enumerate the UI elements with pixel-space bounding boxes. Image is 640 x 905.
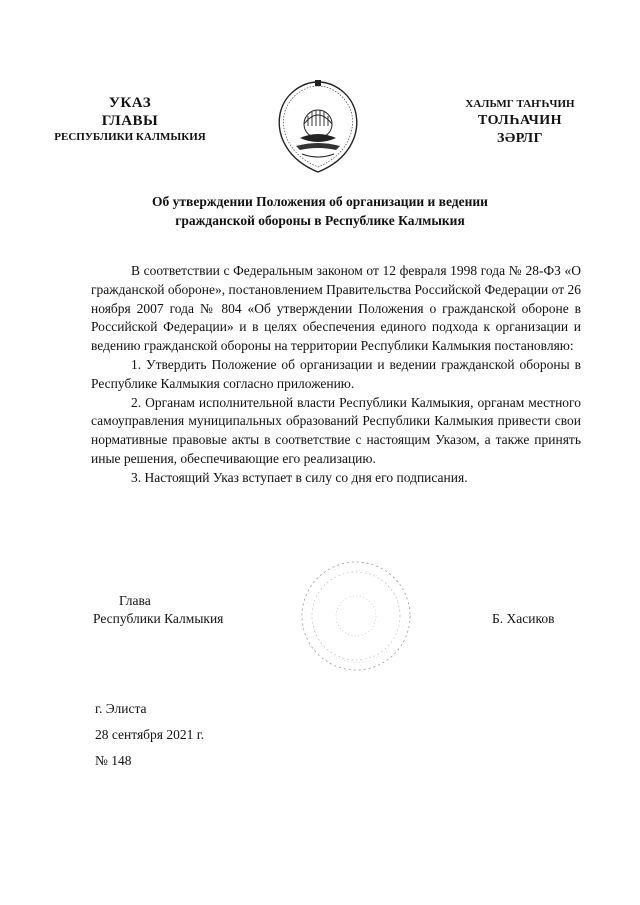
signatory-position-line1: Глава bbox=[119, 593, 151, 608]
header-right-line1: ХАЛЬМГ ТАҤҺЧИН bbox=[465, 98, 575, 110]
header-right-line2: ТОЛҺАЧИН bbox=[477, 113, 563, 128]
body-paragraph-item-1: 1. Утвердить Положение об организации и ведении гражданской обороны в Республике Калмыкия согласно приложению. bbox=[91, 356, 581, 391]
header-right-line3: ЗӘРЛГ bbox=[496, 131, 544, 146]
header-left-block bbox=[30, 94, 230, 145]
header-left-line1: УКАЗ bbox=[108, 95, 152, 111]
title-line2: гражданской обороны в Республике Калмыкия bbox=[175, 213, 465, 228]
signatory-position-line2: Республики Калмыкия bbox=[93, 611, 224, 626]
footer-city: г. Элиста bbox=[95, 701, 147, 716]
official-seal-stamp-icon bbox=[296, 556, 416, 676]
body-paragraph-preamble: В соответствии с Федеральным законом от 12 февраля 1998 года № 28-ФЗ «О гражданской обороне», постановлением Правительства Российской Федерации от 26 ноября 2007 года № 804 «Об утверждении Положения о гражданской обороне в Российской Федерации» и в целях обеспечения единого подхода к организации и ведению гражданской обороны на территории Республики Калмыкия постановляю: bbox=[91, 263, 581, 354]
kalmykia-coat-of-arms-icon bbox=[274, 76, 362, 176]
footer-number: № 148 bbox=[95, 753, 132, 768]
footer-date: 28 сентября 2021 г. bbox=[95, 727, 205, 742]
body-paragraph-item-2: 2. Органам исполнительной власти Республики Калмыкия, органам местного самоуправления муниципальных образований Республики Калмыкия привести свои нормативные правовые акты в соответствие с настоящим Указом, а также принять иные решения, обеспечивающие его реализацию. bbox=[91, 394, 581, 466]
header-right-block bbox=[420, 96, 620, 148]
signatory-position bbox=[93, 592, 223, 628]
signatory-name: Б. Хасиков bbox=[492, 611, 555, 626]
document-title bbox=[100, 192, 540, 230]
title-line1: Об утверждении Положения об организации и ведении bbox=[152, 194, 488, 209]
header-left-line2: ГЛАВЫ bbox=[101, 113, 159, 129]
document-body bbox=[91, 262, 581, 488]
header-left-line3: РЕСПУБЛИКИ КАЛМЫКИЯ bbox=[54, 131, 206, 143]
document-footer bbox=[95, 696, 204, 774]
body-paragraph-item-3: 3. Настоящий Указ вступает в силу со дня его подписания. bbox=[131, 469, 468, 485]
